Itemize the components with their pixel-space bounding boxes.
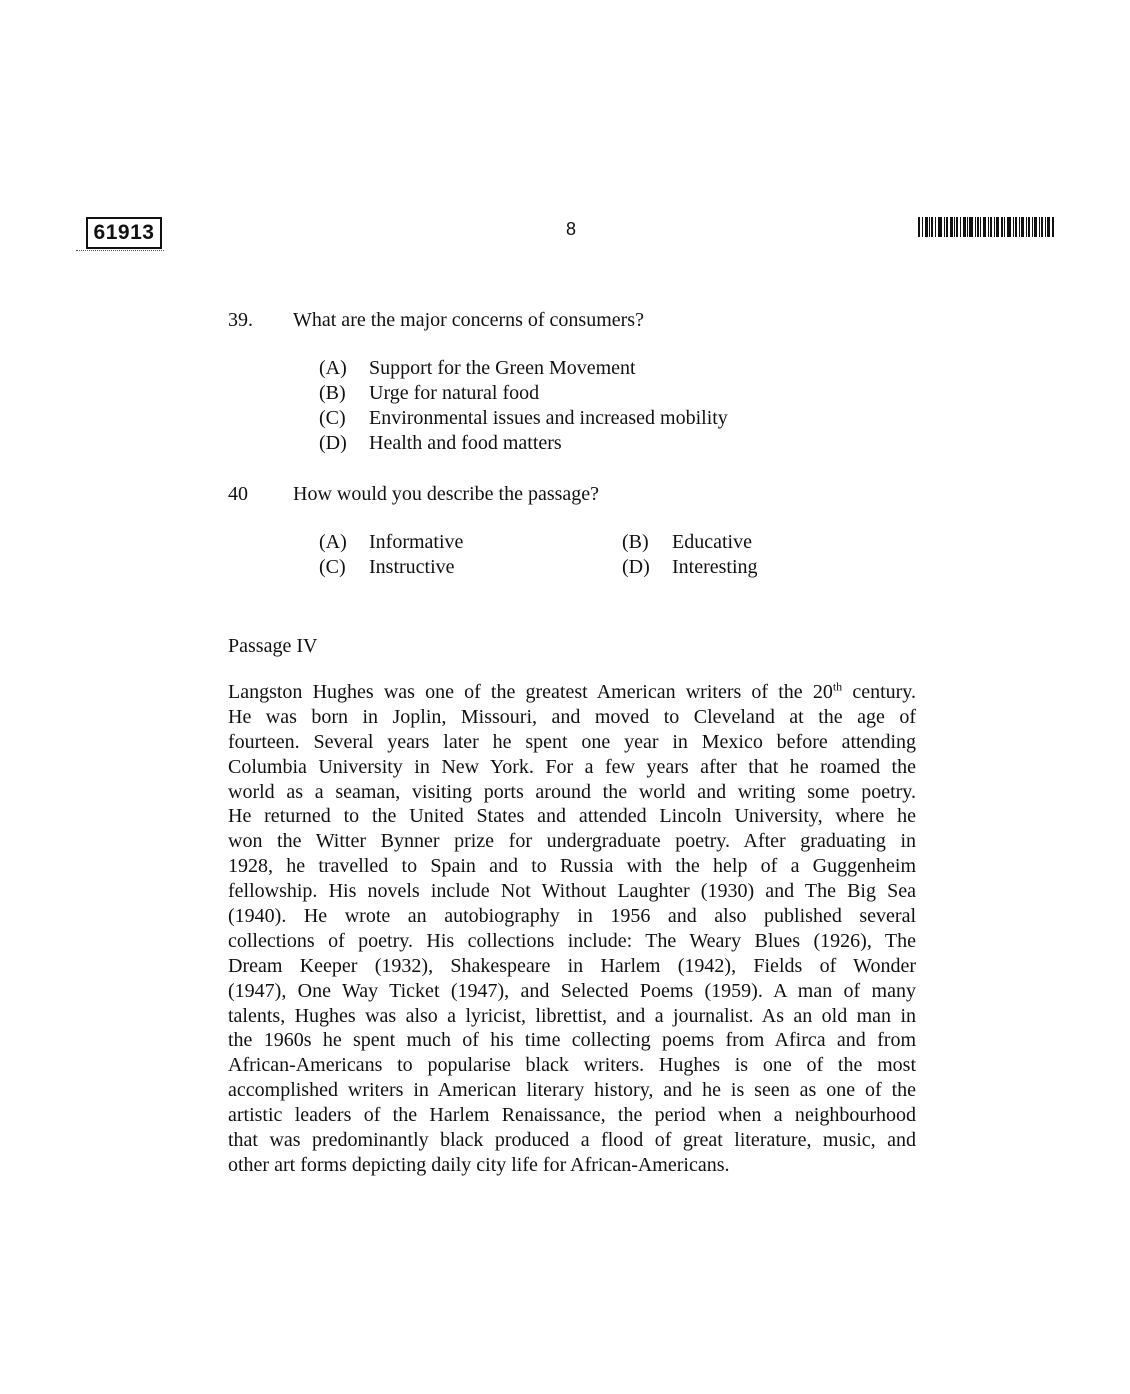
passage-line: the 1960s he spent much of his time collecting poems from Afirca and from bbox=[228, 1029, 916, 1052]
passage-line: world as a seaman, visiting ports around the world and writing some poetry. bbox=[228, 780, 916, 803]
question-39-option-a bbox=[319, 356, 636, 381]
question-39-text: What are the major concerns of consumers? bbox=[293, 309, 644, 331]
passage-line: that was predominantly black produced a flood of great literature, music, and bbox=[228, 1129, 916, 1152]
passage-line: accomplished writers in American literary history, and he is seen as one of the bbox=[228, 1079, 916, 1102]
option-text: Health and food matters bbox=[369, 432, 562, 454]
paper-code-underline bbox=[76, 250, 164, 252]
passage-line: fourteen. Several years later he spent one year in Mexico before attending bbox=[228, 730, 916, 753]
passage-line: fellowship. His novels include Not Without Laughter (1930) and The Big Sea bbox=[228, 880, 916, 903]
passage-line: 1928, he travelled to Spain and to Russia with the help of a Guggenheim bbox=[228, 855, 916, 878]
option-label: (B) bbox=[319, 382, 346, 404]
passage-line: other art forms depicting daily city life for African-Americans. bbox=[228, 1153, 730, 1176]
option-text: Interesting bbox=[672, 556, 758, 578]
question-39-number: 39. bbox=[228, 309, 253, 331]
question-40-number: 40 bbox=[228, 483, 248, 505]
passage-body bbox=[228, 680, 916, 1178]
option-text: Educative bbox=[672, 531, 752, 553]
question-40-option-b bbox=[622, 530, 752, 555]
passage-line: He returned to the United States and attended Lincoln University, where he bbox=[228, 805, 916, 828]
option-text: Environmental issues and increased mobility bbox=[369, 407, 728, 429]
question-40-option-c bbox=[319, 555, 455, 580]
option-label: (D) bbox=[622, 556, 650, 578]
option-text: Instructive bbox=[369, 556, 455, 578]
option-text: Urge for natural food bbox=[369, 382, 540, 404]
paper-code: 61913 bbox=[86, 217, 162, 249]
question-39-option-c bbox=[319, 406, 728, 431]
question-39-option-b bbox=[319, 381, 539, 406]
option-text: Informative bbox=[369, 531, 464, 553]
superscript: th bbox=[832, 679, 843, 694]
option-label: (C) bbox=[319, 556, 346, 578]
question-40-option-a bbox=[319, 530, 463, 555]
passage-line-text: Langston Hughes was one of the greatest American writers of the 20 bbox=[228, 681, 833, 703]
passage-line: collections of poetry. His collections include: The Weary Blues (1926), The bbox=[228, 929, 916, 952]
option-label: (C) bbox=[319, 407, 346, 429]
passage-line: Dream Keeper (1932), Shakespeare in Harlem (1942), Fields of Wonder bbox=[228, 954, 916, 977]
passage-line: He was born in Joplin, Missouri, and moved to Cleveland at the age of bbox=[228, 705, 916, 728]
option-label: (D) bbox=[319, 432, 347, 454]
option-label: (B) bbox=[622, 531, 649, 553]
option-label: (A) bbox=[319, 357, 347, 379]
passage-line: (1947), One Way Ticket (1947), and Selected Poems (1959). A man of many bbox=[228, 979, 916, 1002]
barcode bbox=[918, 217, 1054, 237]
passage-line: Columbia University in New York. For a few years after that he roamed the bbox=[228, 755, 916, 778]
question-39-option-d bbox=[319, 431, 562, 456]
passage-line: artistic leaders of the Harlem Renaissance, the period when a neighbourhood bbox=[228, 1104, 916, 1127]
passage-line: African-Americans to popularise black writers. Hughes is one of the most bbox=[228, 1054, 916, 1077]
passage-line: talents, Hughes was also a lyricist, librettist, and a journalist. As an old man in bbox=[228, 1004, 916, 1027]
passage-title: Passage IV bbox=[228, 635, 318, 657]
passage-line bbox=[228, 680, 916, 705]
page-number: 8 bbox=[565, 219, 576, 239]
question-40-text: How would you describe the passage? bbox=[293, 483, 600, 505]
passage-line: (1940). He wrote an autobiography in 1956 and also published several bbox=[228, 905, 916, 928]
question-40-option-d bbox=[622, 555, 758, 580]
option-text: Support for the Green Movement bbox=[369, 357, 636, 379]
option-label: (A) bbox=[319, 531, 347, 553]
passage-line-tail: century. bbox=[842, 681, 916, 703]
passage-line: won the Witter Bynner prize for undergraduate poetry. After graduating in bbox=[228, 830, 916, 853]
